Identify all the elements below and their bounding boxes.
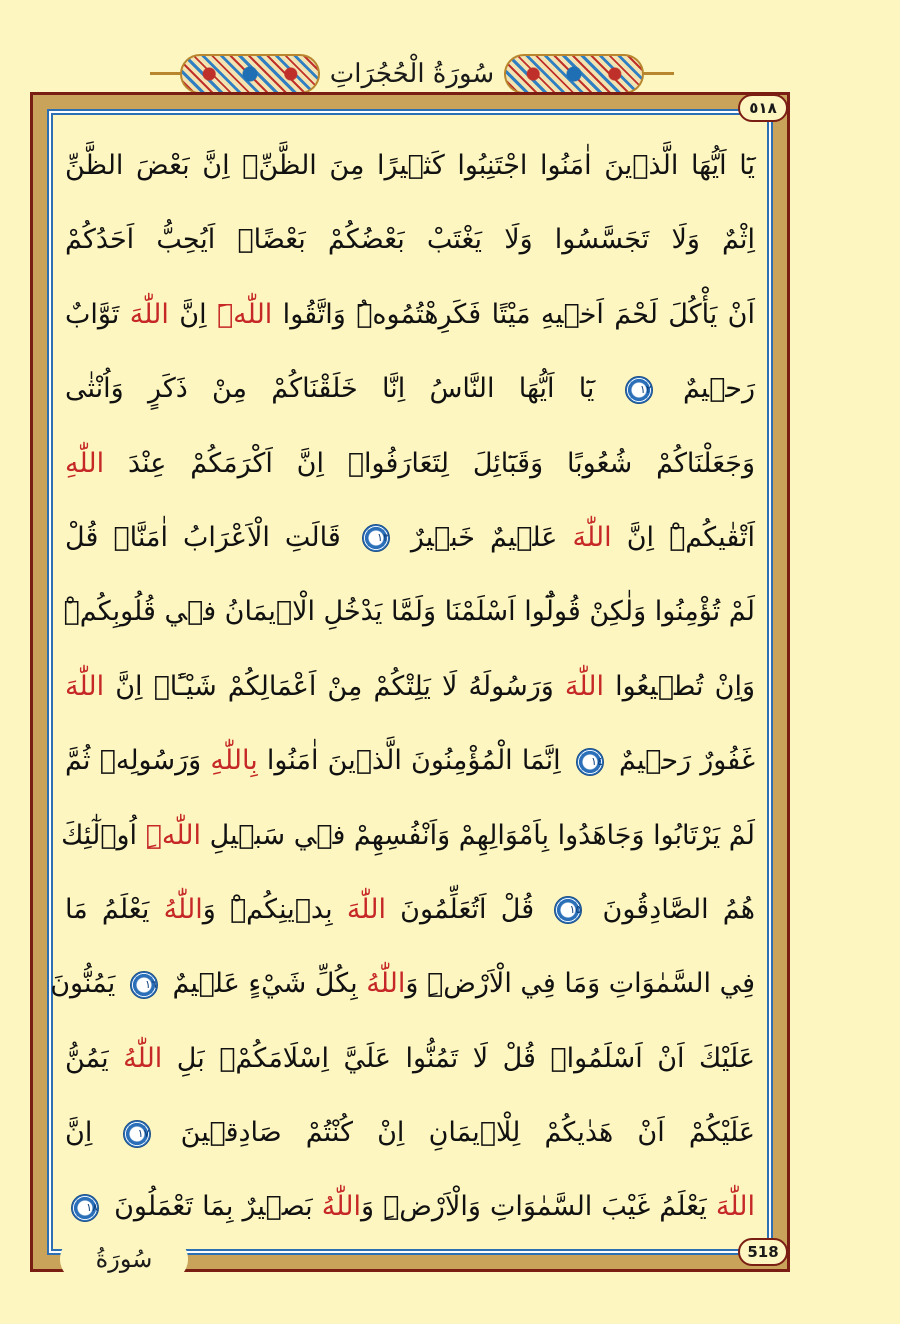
page-number-bottom: 518 [738, 1238, 788, 1266]
divine-name: اللّٰهِ [65, 447, 105, 479]
verse-text: بِكُلِّ شَيْءٍ عَل۪يمٌ [163, 968, 367, 1000]
verse-text: عَل۪يمٌ خَب۪يرٌ [395, 521, 573, 553]
verse-text: عَلَيْكَ اَنْ اَسْلَمُواۜ قُلْ لَا تَمُنُّوا عَلَيَّ اِسْلَامَكُمْۚ بَلِ [162, 1042, 755, 1074]
divine-name: اللّٰهَ [564, 670, 605, 702]
verse-text: لَمْ يَرْتَابُوا وَجَاهَدُوا بِاَمْوَالِهِمْ وَاَنْفُسِهِمْ ف۪ي سَب۪يلِ [201, 819, 755, 851]
verse-text: عَلَيْكُمْ اَنْ هَدٰيكُمْ لِلْا۪يمَانِ اِنْ كُنْتُمْ صَادِق۪ينَ [156, 1117, 755, 1149]
divine-name: اللّٰهَ [715, 1191, 755, 1223]
ayah-number-marker: ١٨ [71, 1194, 99, 1222]
verse-text: ۜ اِنَّ [168, 298, 217, 330]
verse-text: بِد۪ينِكُمْۜ وَ [202, 893, 347, 925]
next-surah-label: سُورَةُ [60, 1236, 188, 1282]
verse-text: وَاِنْ تُط۪يعُوا [604, 670, 755, 702]
verse-text: هُمُ الصَّادِقُونَ [588, 893, 756, 925]
verse-text: يَمُنُّ [65, 1042, 124, 1074]
divine-name: بِاللّٰهِ [210, 745, 258, 777]
verse-line [65, 873, 755, 947]
divine-name: اللّٰهَ [65, 670, 105, 702]
header-ornament-left [180, 54, 320, 94]
verse-line [65, 575, 755, 649]
verse-text: وَجَعَلْنَاكُمْ شُعُوبًا وَقَبَٓائِلَ لِتَعَارَفُواۜ اِنَّ اَكْرَمَكُمْ عِنْدَ [104, 447, 755, 479]
ayah-number-marker: ١٥ [554, 896, 582, 924]
verse-line [65, 1096, 755, 1170]
ayah-number-marker: ١٦ [130, 971, 158, 999]
verse-line [65, 1170, 755, 1244]
verse-text: وَرَسُولِه۪ ثُمَّ [65, 745, 211, 777]
verse-text: تَوَّابٌ [65, 298, 130, 330]
verse-text: يَٓا اَيُّهَا الَّذ۪ينَ اٰمَنُوا اجْتَنِبُوا كَث۪يرًا مِنَ الظَّنِّۚ اِنَّ بَعْضَ الظَّنِّ [65, 150, 755, 181]
verse-line [65, 1022, 755, 1096]
divine-name: اللّٰهَ [129, 298, 169, 330]
page-number-top: ٥١٨ [738, 94, 788, 122]
surah-header [150, 50, 674, 98]
verse-text: قَالَتِ الْاَعْرَابُ اٰمَنَّاۜ قُلْ [65, 521, 356, 553]
verse-line [65, 650, 755, 724]
divine-name: اللّٰهُ [123, 1042, 163, 1074]
verse-lines [50, 129, 756, 1245]
verse-text: يَعْلَمُ مَا [65, 893, 164, 925]
verse-text: فِي السَّمٰوَاتِ وَمَا فِي الْاَرْضِۜ وَ [405, 968, 755, 1000]
verse-text: لَمْ تُؤْمِنُوا وَلٰكِنْ قُولُٓوا اَسْلَمْنَا وَلَمَّا يَدْخُلِ الْا۪يمَانُ ف۪ي قُلُوبِكُمْۜ [63, 596, 755, 628]
verse-text: اِنَّمَا الْمُؤْمِنُونَ الَّذ۪ينَ اٰمَنُوا [257, 745, 570, 777]
verse-line [65, 427, 755, 501]
verse-text-area [50, 115, 767, 1249]
divine-name: اللّٰهُ [163, 893, 203, 925]
verse-text: يَمُنُّونَ [50, 968, 124, 1000]
verse-text: رَح۪يمٌ [658, 373, 755, 405]
verse-text: غَفُورٌ رَح۪يمٌ [609, 745, 756, 777]
verse-text: ۜ اُو۬لٰٓئِكَ [61, 819, 146, 851]
divine-name: اللّٰهَ [216, 298, 273, 330]
verse-text: اَنْ يَأْكُلَ لَحْمَ اَخ۪يهِ مَيْتًا فَكَرِهْتُمُوهُۜ وَاتَّقُوا [272, 298, 756, 330]
verse-text: وَرَسُولَهُ لَا يَلِتْكُمْ مِنْ اَعْمَالِكُمْ شَيْـًٔاۜ اِنَّ [104, 670, 565, 702]
verse-line [65, 352, 755, 426]
verse-text: اَتْقٰيكُمْۜ اِنَّ [611, 521, 755, 553]
divine-name: اللّٰهَ [572, 521, 612, 553]
header-ornament-right [504, 54, 644, 94]
verse-text: يَٓا اَيُّهَا النَّاسُ اِنَّا خَلَقْنَاكُمْ مِنْ ذَكَرٍ وَاُنْثٰى [65, 373, 619, 405]
ayah-number-marker: ١٢ [625, 376, 653, 404]
verse-line [61, 799, 755, 873]
verse-text: اِثْمٌ وَلَا تَجَسَّسُوا وَلَا يَغْتَبْ بَعْضُكُمْ بَعْضًاۜ اَيُحِبُّ اَحَدُكُمْ [65, 224, 755, 256]
divine-name: اللّٰهُ [321, 1191, 361, 1223]
divine-name: اللّٰهُ [366, 968, 406, 1000]
verse-line [65, 501, 755, 575]
page-frame [30, 92, 790, 1272]
verse-text: اِنَّ [65, 1117, 117, 1149]
verse-text: قُلْ اَتُعَلِّمُونَ [385, 893, 549, 925]
surah-title: سُورَةُ الْحُجُرَاتِ [320, 50, 504, 98]
ayah-number-marker: ١٧ [123, 1120, 151, 1148]
verse-text: بَص۪يرٌ بِمَا تَعْمَلُونَ [105, 1191, 322, 1223]
verse-text: يَعْلَمُ غَيْبَ السَّمٰوَاتِ وَالْاَرْضِۜ وَ [360, 1191, 716, 1223]
verse-line [65, 129, 755, 203]
verse-line [65, 278, 755, 352]
verse-line [65, 203, 755, 277]
verse-line [65, 724, 755, 798]
divine-name: اللّٰهِ [145, 819, 201, 851]
ayah-number-marker: ١٣ [362, 524, 390, 552]
divine-name: اللّٰهَ [346, 893, 386, 925]
verse-line [50, 947, 755, 1021]
ayah-number-marker: ١٤ [576, 748, 604, 776]
